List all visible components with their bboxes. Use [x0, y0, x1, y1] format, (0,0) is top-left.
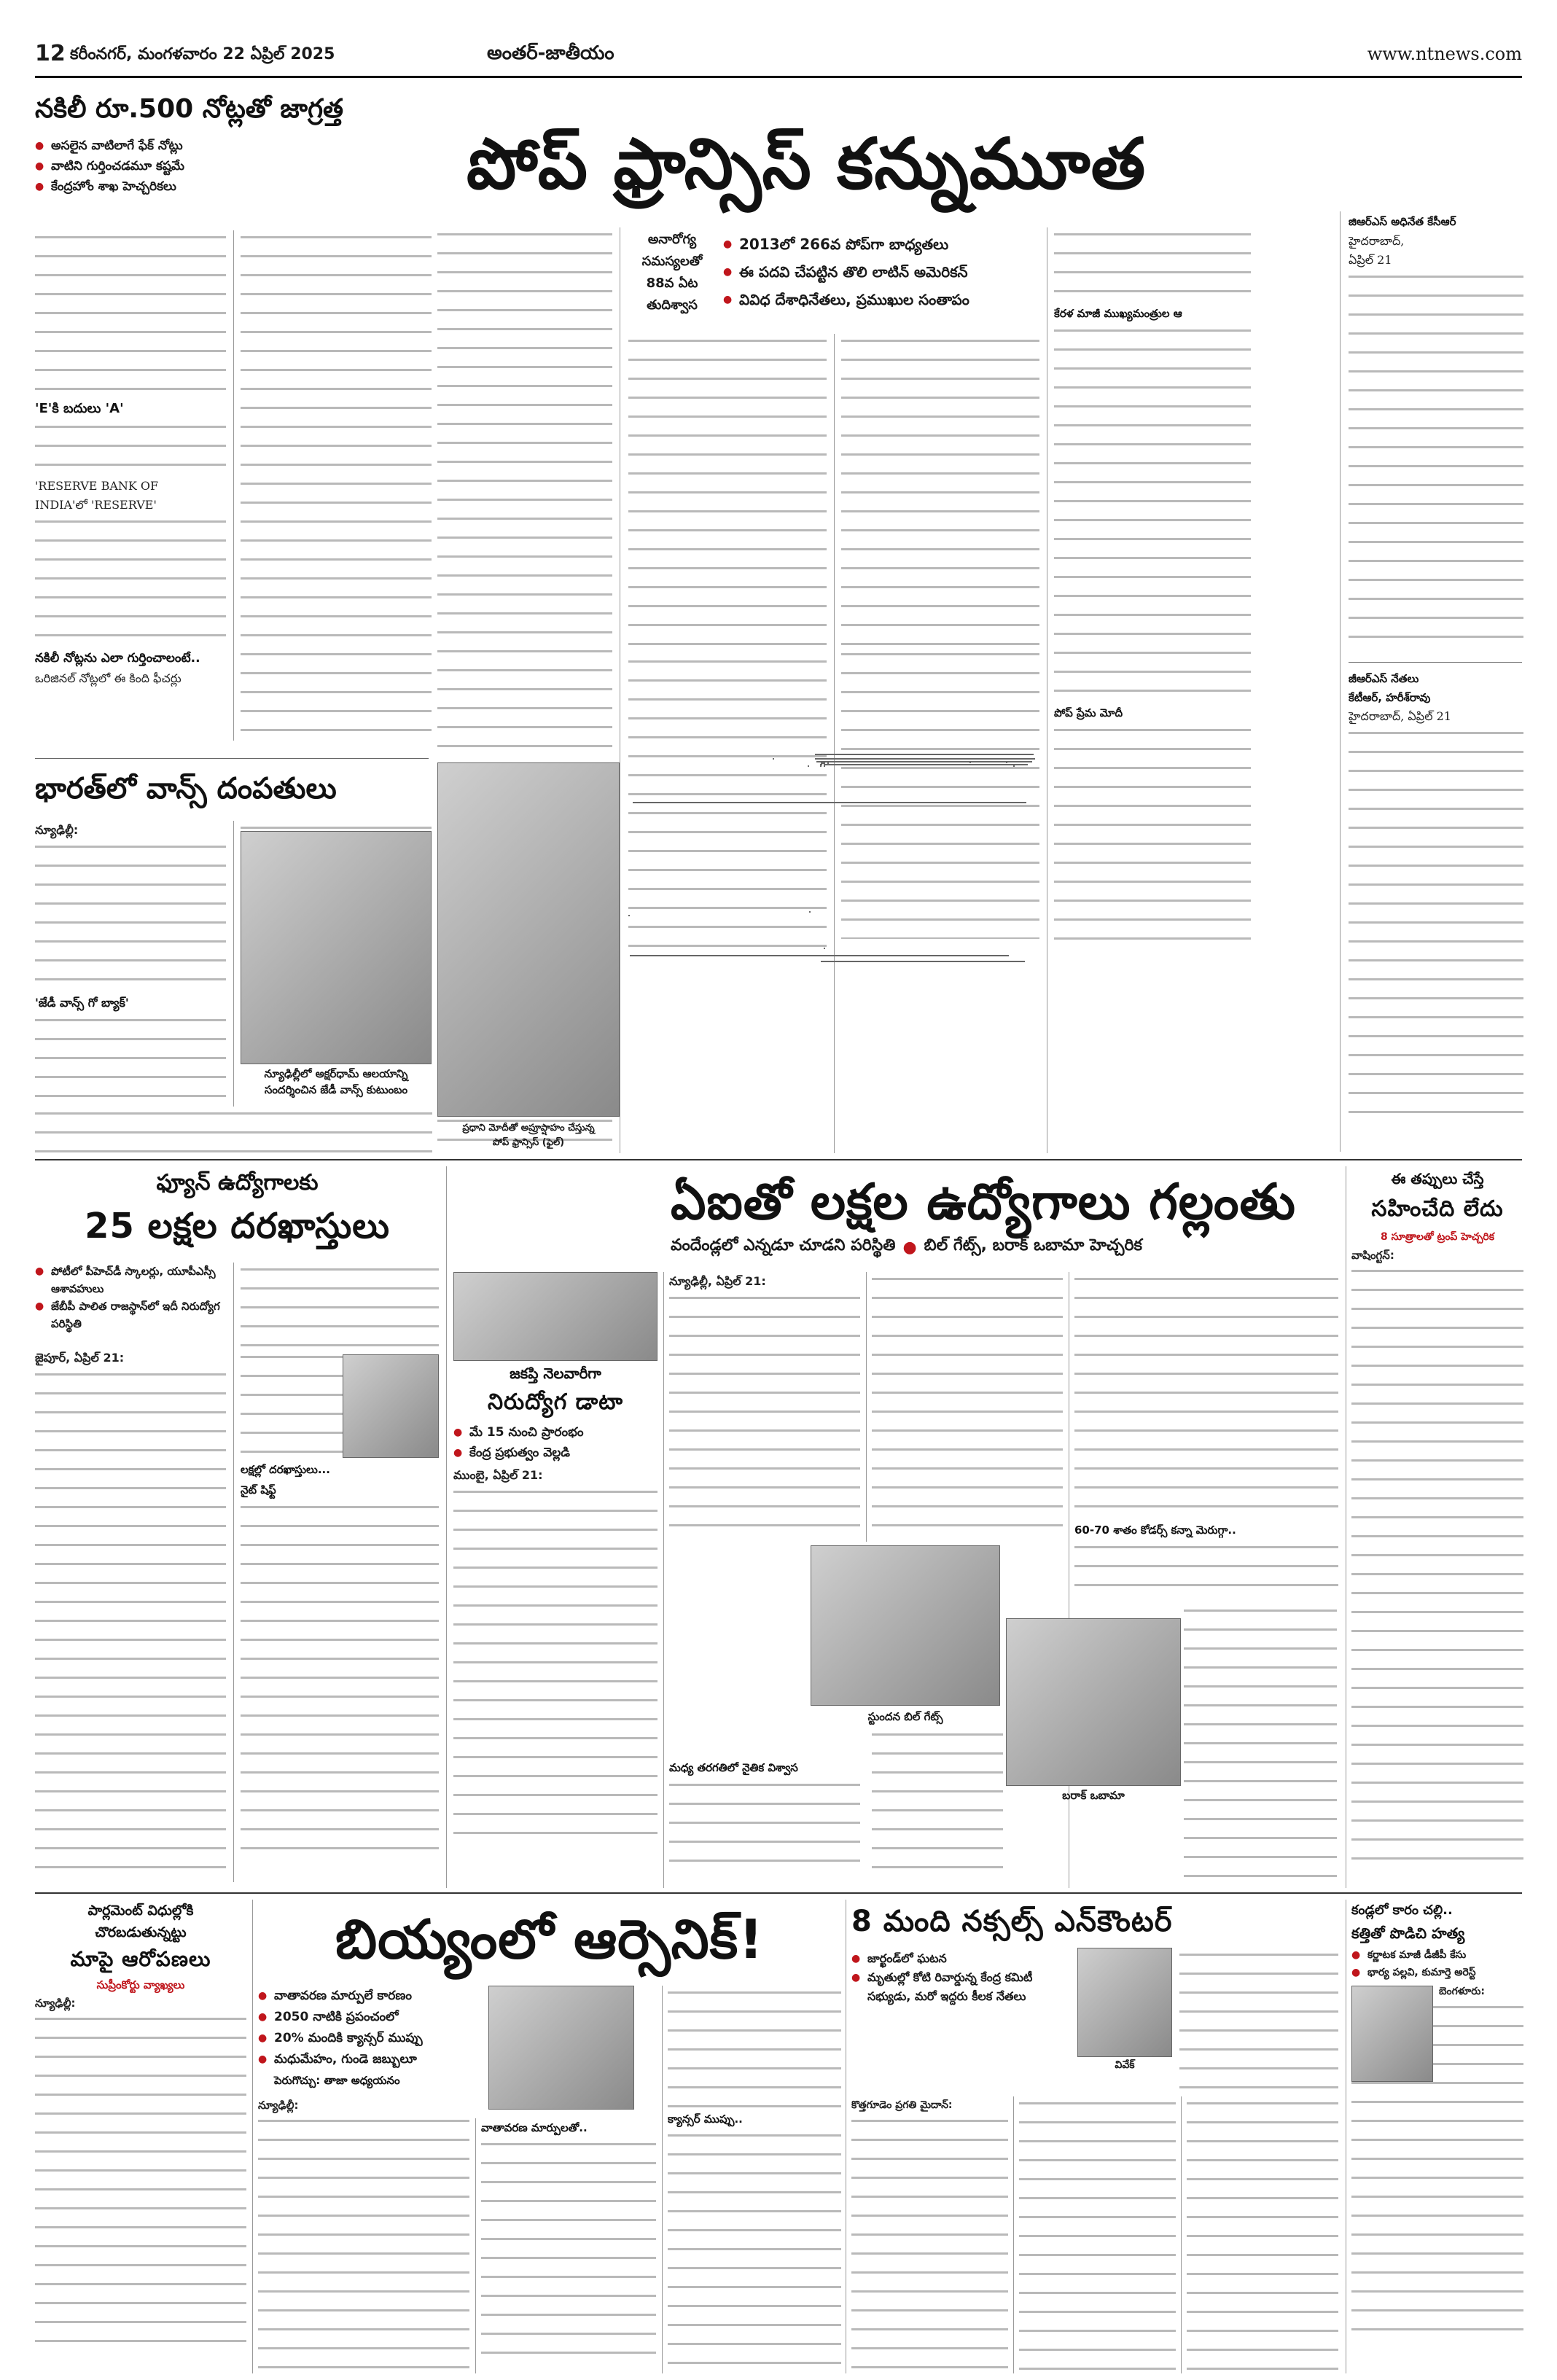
pope-modi-photo-shown: [816, 761, 1032, 762]
section-rule: [35, 758, 429, 759]
pope-col-2: [628, 334, 827, 1153]
sidebar-city: హైదరాబాద్,: [1349, 234, 1405, 248]
bullet-dot: ●: [902, 1238, 917, 1257]
pope-modi-meet-photo: [824, 765, 825, 767]
pope-side-label: [628, 229, 716, 324]
page-number: 12: [35, 41, 66, 66]
arsenic-subhead-2: వాతావరణ మార్పులతో..: [481, 2121, 588, 2134]
bank-line: 'RESERVE BANK OF: [35, 479, 159, 493]
body-text: [1019, 2096, 1176, 2371]
pope-modi-photo-center: [809, 911, 811, 913]
list-item: ● పోటీలో పీహెచ్‌డీ స్కాలర్లు, యూపీఎస్సీ ఆశావహులు: [35, 1263, 226, 1298]
body-text: [841, 334, 1039, 647]
list-item: ● కేంద్ర ప్రభుత్వం వెల్లడి: [453, 1443, 657, 1463]
gates-caption: స్టుందన బిల్ గేట్స్: [867, 1710, 943, 1723]
pope-bullets: [723, 230, 1037, 313]
sidebar-kicker: జిఆర్ఎస్ అధినేత కేసీఆర్: [1349, 215, 1456, 228]
bill-gates-photo: [811, 1545, 1000, 1706]
story-dateline: న్యూఢిల్లీ, ఏప్రిల్ 21:: [669, 1274, 766, 1288]
list-item: ● మృతుల్లో కోటి రివార్డున్న కేంద్ర కమిటీ సభ్యుడు, మరో ఇద్దరు కీలక నేతలు: [851, 1968, 1070, 2006]
arsenic-subhead: పెరుగొచ్చు: తాజా అధ్యయనం: [274, 2074, 400, 2087]
sidebar-kicker: జీఆర్ఎస్ నేతలు: [1349, 672, 1419, 685]
list-item: ● భార్య పల్లవి, కుమార్తె అరెస్ట్: [1351, 1964, 1523, 1981]
naxal-headline: 8 మంది నక్సల్స్ ఎన్‌కౌంటర్: [851, 1905, 1173, 1938]
arsenic-col-1: [258, 2096, 469, 2373]
pope-sidebar-2: [1349, 669, 1523, 1136]
fake-notes-col-1: [35, 230, 226, 741]
list-item: ● జార్ఖండ్‌లో ఘటన: [851, 1949, 1070, 1968]
body-text: [1074, 1272, 1338, 1520]
sidebar-names: కేటీఆర్, హరీశ్‌రావు: [1349, 691, 1431, 704]
pope-caption: [437, 1121, 620, 1153]
pope-modi-photo-visible: [815, 758, 816, 760]
list-item: ● 2013లో 266వ పోప్‌గా బాధ్యతలు: [723, 230, 1037, 258]
ai-jobs-col-2: [872, 1272, 1063, 1542]
column-divider: [252, 1900, 253, 2373]
naxal-col-2: [1019, 2096, 1176, 2373]
body-text: [668, 1986, 841, 2110]
bank-line: INDIA'లో 'RESERVE': [35, 498, 157, 512]
story-dateline: వాషింగ్టన్:: [1351, 1249, 1394, 1262]
body-text: [1187, 2096, 1338, 2371]
caption-line: సందర్శించిన జేడీ వాన్స్ కుటుంబం: [264, 1083, 408, 1096]
naxal-photo: [1077, 1948, 1172, 2057]
arsenic-headline: బియ్యంలో ఆర్సెనిక్!: [335, 1908, 764, 1971]
list-item: ● 2050 నాటికి ప్రపంచంలో: [258, 2007, 477, 2028]
vance-caption: [241, 1066, 432, 1102]
pope-headline: [467, 109, 1330, 219]
body-text: [628, 334, 827, 647]
column-divider: [475, 2118, 476, 2373]
pope-modi-main-image: [824, 762, 825, 764]
fake-notes-col-2: [241, 230, 432, 741]
list-item: ● వాతావరణ మార్పులే కారణం: [258, 1986, 477, 2007]
arsenic-subhead-3: క్యాన్సర్ ముప్పు..: [668, 2112, 743, 2126]
body-text: [1054, 324, 1251, 703]
jobs-bullets: [35, 1263, 226, 1333]
body-text: [1054, 227, 1251, 303]
story-dateline: న్యూఢిల్లీ:: [35, 823, 79, 837]
ai-jobs-headline-block: [452, 1166, 1349, 1261]
vance-subhead: 'జేడీ వాన్స్ గో బ్యాక్': [35, 996, 129, 1010]
body-text: [35, 1367, 226, 1870]
body-text: [1184, 1604, 1337, 1881]
vance-photo: [241, 831, 432, 1064]
jobs-col-2: [241, 1263, 439, 1882]
body-text: [628, 655, 827, 961]
story-dateline: బెంగళూరు:: [1439, 1986, 1485, 1997]
list-item: ● 20% మందికి క్యాన్సర్ ముప్పు: [258, 2028, 477, 2049]
naxal-col-right: [1179, 1948, 1338, 2094]
naxal-bullets: [851, 1949, 1070, 2006]
masthead: [35, 41, 1522, 73]
list-item: ● వాటిని గుర్తించడమూ కష్టమే: [35, 156, 432, 176]
list-item: ● జేబీపీ పాలిత రాజస్థాన్‌లో ఇదీ నిరుద్యోగ పరిస్థితి: [35, 1298, 226, 1333]
body-text: [1179, 1948, 1338, 2091]
box-bullets: [453, 1422, 657, 1463]
body-text: [241, 1500, 439, 1850]
body-text: [241, 230, 432, 741]
vance-col-bottom: [35, 1107, 432, 1158]
jobs-headline: 25 లక్షల దరఖాస్తులు: [85, 1206, 390, 1246]
fake-notes-subhead-2: నకిలీ నోట్లను ఎలా గుర్తించాలంటే..: [35, 651, 200, 666]
body-text: [872, 1728, 1003, 1881]
pope-photo-rect: [821, 758, 822, 760]
body-text: [669, 1291, 860, 1539]
trump-story: [1351, 1166, 1523, 1888]
pope-photo-wrap: [815, 754, 1034, 1147]
arsenic-story: [258, 1900, 841, 2373]
trump-subhead: 8 సూత్రాలతో ట్రంప్ హెచ్చరిక: [1380, 1231, 1495, 1243]
fake-notes-bullets: [35, 136, 432, 197]
naxal-col-3: [1187, 2096, 1338, 2373]
pope-photo-frame-image: [437, 762, 620, 1117]
box-headline: నిరుద్యోగ డాటా: [487, 1389, 624, 1415]
body-text: [1074, 1540, 1338, 1599]
pope-modi-photo-real: [821, 762, 822, 764]
story-dateline: న్యూఢిల్లీ:: [35, 1997, 76, 2010]
parliament-story: [35, 1900, 246, 2373]
pope-modi-photo-block: [824, 758, 825, 760]
column-divider: [446, 1166, 447, 1888]
pope-photo-pic: [824, 802, 825, 803]
story-dateline: ముంబై, ఏప్రిల్ 21:: [453, 1468, 543, 1482]
pope-photo-display: [815, 758, 1034, 760]
crime-photo: [1351, 1986, 1433, 2082]
column-divider: [233, 230, 234, 741]
body-text: [35, 2012, 246, 2354]
naxal-caption: వివేక్: [1115, 2059, 1135, 2071]
sidebar-city: హైదరాబాద్, ఏప్రిల్ 21: [1349, 709, 1451, 723]
ai-subhead: బిల్ గేట్స్, బరాక్ ఒబామా హెచ్చరిక: [924, 1236, 1142, 1255]
unemployment-box: [453, 1272, 657, 1888]
unemployment-photo: [453, 1272, 657, 1361]
pope-photo-img: [815, 754, 1034, 755]
list-item: ● మధుమేహం, గుండె జబ్బులూ: [258, 2049, 477, 2070]
ai-subhead: మధ్య తరగతిలో నైతిక విశ్వాస: [669, 1761, 798, 1774]
body-text: [1349, 270, 1523, 649]
obama-caption: బరాక్ ఒబామా: [1062, 1789, 1125, 1802]
ai-jobs-headline: ఏఐతో లక్షల ఉద్యోగాలు గల్లంతు: [671, 1174, 1296, 1231]
pope-image: [1013, 765, 1015, 767]
column-divider: [663, 1272, 664, 1888]
jobs-col-1: [35, 1349, 226, 1881]
jobs-story: [35, 1166, 440, 1888]
naxal-story: [851, 1900, 1340, 2373]
column-divider: [662, 1986, 663, 2373]
side-label-line: అనారోగ్య: [647, 232, 697, 247]
body-text: [1349, 726, 1523, 1120]
body-text: [1351, 1264, 1523, 1862]
story-dateline: న్యూఢిల్లీ:: [258, 2099, 299, 2112]
masthead-dateline: కరీంనగర్, మంగళవారం 22 ఏప్రిల్ 2025: [70, 45, 335, 63]
fake-notes-subhead: 'E'కి బదులు 'A': [35, 401, 124, 416]
caption-line: పోప్ ఫ్రాన్సిస్ (ఫైల్): [492, 1137, 565, 1148]
end-note: ఒరిజినల్ నోట్లలో ఈ కింది ఫీచర్లు: [35, 671, 182, 685]
ai-jobs-col-2b: [872, 1728, 1003, 1888]
body-text: [481, 2137, 656, 2371]
website-link[interactable]: www.ntnews.com: [1367, 44, 1522, 64]
arsenic-col-3: [668, 1986, 841, 2373]
body-text: [35, 230, 226, 398]
jobs-photo: [343, 1354, 439, 1458]
pope-visible-photo: [634, 758, 635, 759]
crime-headline: కత్తితో పొడిచి హత్య: [1351, 1924, 1465, 1942]
parliament-subhead: సుప్రీంకోర్టు వ్యాఖ్యలు: [96, 1978, 185, 1991]
parliament-kicker: పార్లమెంట్ విధుల్లోకి: [87, 1903, 194, 1919]
body-text: [453, 1485, 657, 1849]
box-kicker: జకప్తి నెలవారీగా: [510, 1365, 601, 1382]
pope-photo-final: [824, 764, 1028, 765]
story-dateline: జైపూర్, ఏప్రిల్ 21:: [35, 1351, 125, 1365]
arsenic-bullets: [258, 1986, 477, 2070]
side-label-line: సమస్యలతో: [641, 254, 703, 269]
list-item: ● ఈ పదవి చేపట్టిన తొలి లాటిన్ అమెరికన్: [723, 258, 1037, 286]
list-item: ● మే 15 నుంచి ప్రారంభం: [453, 1422, 657, 1443]
vance-col-1: [35, 821, 226, 1156]
body-text: [258, 2114, 469, 2369]
body-text: [1054, 723, 1251, 942]
body-text: [35, 515, 226, 647]
jobs-subhead: లక్షల్లో దరఖాస్తులు... నైట్ షిఫ్ట్: [241, 1463, 330, 1497]
body-text: [35, 420, 226, 477]
body-text: [668, 2129, 841, 2369]
body-text: [437, 227, 612, 781]
column-divider: [233, 821, 234, 1156]
trump-kicker: ఈ తప్పులు చేస్తే: [1391, 1170, 1484, 1187]
body-text: [35, 1107, 432, 1158]
story-dateline: కొత్తగూడెం ప్రగతి మైదాన్:: [851, 2099, 953, 2111]
crime-kicker: కండ్లలో కారం చల్లి..: [1351, 1903, 1453, 1918]
body-text: [241, 1263, 439, 1350]
naxal-col-1: [851, 2096, 1008, 2373]
pope-sidebar-1: [1349, 211, 1523, 649]
fake-notes-headline: నకిలీ రూ.500 నోట్లతో జాగ్రత్త: [35, 94, 344, 124]
fake-notes-story: [35, 87, 432, 744]
column-divider: [1013, 2096, 1014, 2373]
caption-line: ప్రధాని మోదీతో అప్రూప్షాహం చేస్తున్న: [462, 1123, 595, 1134]
pope-modi-photo-main: [628, 915, 630, 916]
ai-subhead: 60-70 శాతం కోడర్స్ కన్నా మెరుగ్గా..: [1074, 1523, 1236, 1537]
column-divider: [1181, 2096, 1182, 2373]
pope-modi-meeting-photo: [824, 948, 825, 949]
body-text: [35, 840, 226, 993]
pope-photo-center: [820, 765, 822, 767]
trump-headline: సహించేది లేదు: [1371, 1196, 1504, 1222]
pope-modi-image: [808, 765, 809, 767]
sidebar-rule: [1349, 662, 1522, 663]
list-item: ● కేంద్రహోం శాఖ హెచ్చరికలు: [35, 176, 432, 197]
list-item: ● అసలైన వాటిలాగే ఫేక్ నోట్లు: [35, 136, 432, 156]
sidebar-date: ఏప్రిల్ 21: [1349, 253, 1392, 267]
column-divider: [866, 1272, 867, 1542]
parliament-headline: మాపై ఆరోపణలు: [70, 1947, 211, 1971]
row-rule: [35, 1892, 1522, 1894]
ai-subhead: వందేండ్లలో ఎన్నడూ చూడని పరిస్థితి: [671, 1236, 896, 1255]
side-label-line: తుదిశ్వాస: [647, 297, 698, 313]
crime-bullets: [1351, 1946, 1523, 1981]
photo-placeholder: [628, 647, 827, 655]
column-divider: [1340, 211, 1341, 1152]
obama-photo: [1006, 1618, 1181, 1786]
pope-col-4: [1054, 227, 1251, 1153]
body-text: [872, 1272, 1063, 1542]
pope-subhead: కేరళ మాజీ ముఖ్యమంత్రుల ఆ: [1054, 307, 1182, 320]
rice-photo: [488, 1986, 634, 2110]
list-item: ● వివిధ దేశాధినేతలు, ప్రముఖుల సంతాపం: [723, 286, 1037, 313]
vance-headline: భారత్‌లో వాన్స్ దంపతులు: [35, 772, 337, 805]
header-rule: [35, 76, 1522, 78]
column-divider: [233, 1263, 234, 1882]
body-text: [851, 2114, 1008, 2369]
section-title: అంతర్-జాతీయం: [487, 42, 614, 64]
ai-jobs-col-3b: [1184, 1604, 1337, 1888]
jobs-kicker: ఫ్యూన్ ఉద్యోగాలకు: [156, 1170, 319, 1195]
crime-story: [1351, 1900, 1523, 2373]
pope-main-photo: [773, 758, 774, 760]
arsenic-col-2: [481, 2118, 656, 2373]
pope-modi-visible-photo: [822, 762, 824, 764]
caption-line: న్యూఢిల్లీలో అక్షర్‌ధామ్ ఆలయాన్ని: [264, 1067, 408, 1080]
parliament-kicker: చొరబడుతున్నట్టు: [95, 1924, 187, 1940]
pope-headline-text: పోప్ ఫ్రాన్సిస్ కన్నుమూత: [467, 123, 1147, 205]
side-label-line: 88వ ఏట: [646, 276, 698, 291]
ai-jobs-subheads: [671, 1236, 1142, 1258]
list-item: ● కర్ణాటక మాజీ డీజీపీ కేసు: [1351, 1946, 1523, 1964]
body-text: [669, 1778, 860, 1865]
row-rule: [35, 1159, 1522, 1160]
pope-subhead: పోప్ ప్రేమ మోదీ: [1054, 706, 1123, 719]
